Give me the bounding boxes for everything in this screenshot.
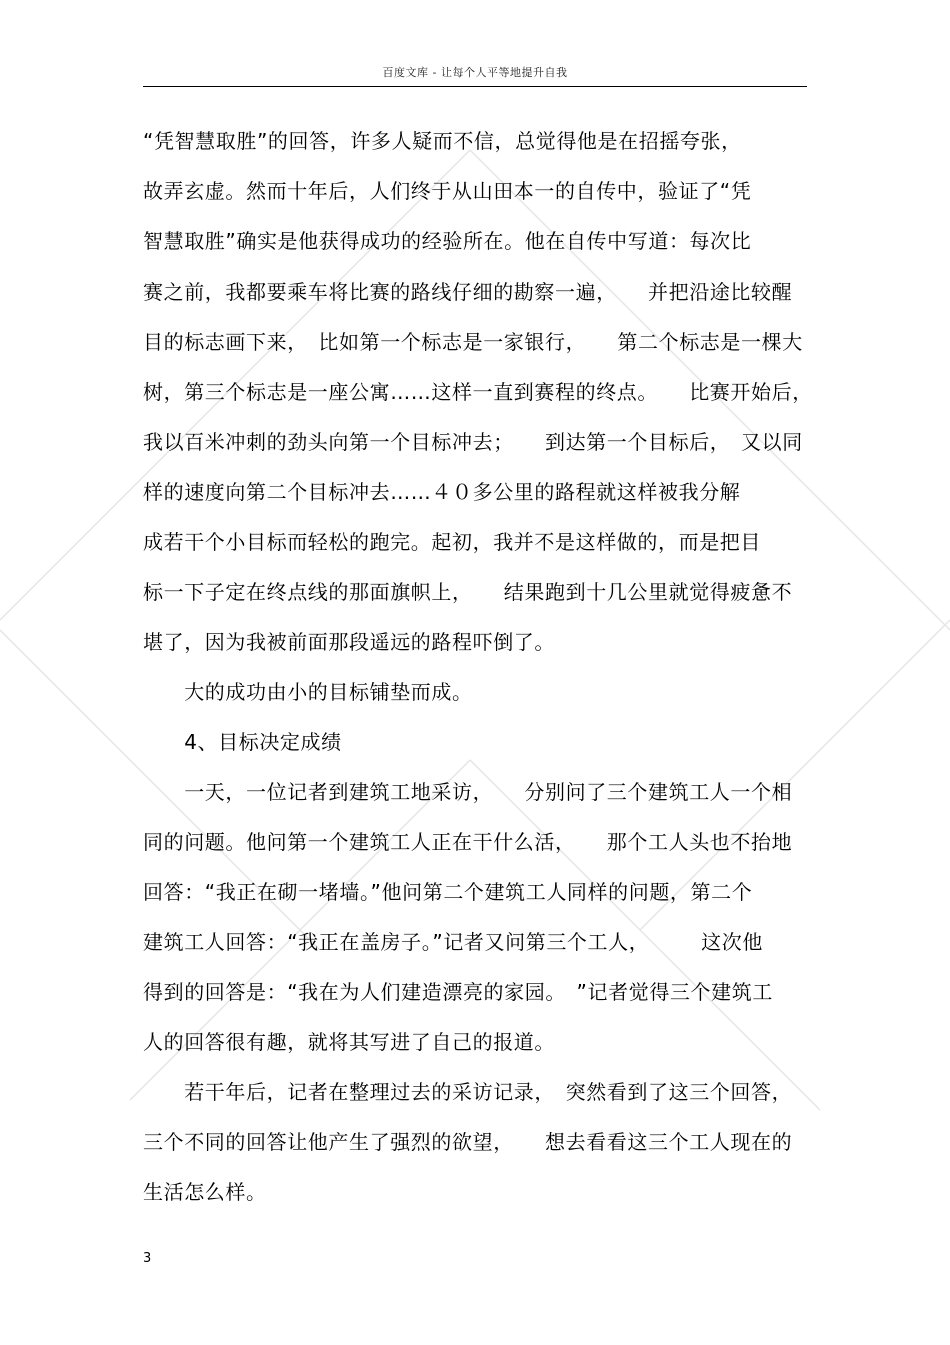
section-heading: 4、目标决定成绩 [143,730,342,754]
body-line: 堪了，因为我被前面那段遥远的路程吓倒了。 [143,630,555,654]
body-line: 故弄玄虚。然而十年后，人们终于从山田本一的自传中，验证了“凭 [143,179,752,203]
body-line: 三个不同的回答让他产生了强烈的欲望， 想去看看这三个工人现在的 [143,1130,793,1154]
page-header: 百度文库 - 让每个人平等地提升自我 [143,66,807,87]
body-line: 标一下子定在终点线的那面旗帜上， 结果跑到十几公里就觉得疲惫不 [143,580,793,604]
body-line: 智慧取胜”确实是他获得成功的经验所在。他在自传中写道：每次比 [143,229,752,253]
body-line: 目的标志画下来， 比如第一个标志是一家银行， 第二个标志是一棵大 [143,330,803,354]
page-number: 3 [143,1251,152,1266]
body-line: 我以百米冲刺的劲头向第一个目标冲去； 到达第一个目标后， 又以同 [143,430,803,454]
body-line: 一天，一位记者到建筑工地采访， 分别问了三个建筑工人一个相 [143,780,793,804]
body-line: 同的问题。他问第一个建筑工人正在干什么活， 那个工人头也不抬地 [143,830,793,854]
body-line: 得到的回答是：“我在为人们建造漂亮的家园。 ”记者觉得三个建筑工 [143,980,773,1004]
body-line: 树，第三个标志是一座公寓……这样一直到赛程的终点。 比赛开始后， [143,380,813,404]
body-line: 人的回答很有趣，就将其写进了自己的报道。 [143,1030,555,1054]
body-line: 赛之前，我都要乘车将比赛的路线仔细的勘察一遍， 并把沿途比较醒 [143,280,793,304]
body-line: “凭智慧取胜”的回答，许多人疑而不信，总觉得他是在招摇夸张， [143,129,742,153]
body-line: 回答：“我正在砌一堵墙。”他问第二个建筑工人同样的问题，第二个 [143,880,753,904]
body-line: 大的成功由小的目标铺垫而成。 [143,680,473,704]
body-line: 样的速度向第二个目标冲去……４０多公里的路程就这样被我分解 [143,480,741,504]
body-line: 建筑工人回答：“我正在盖房子。”记者又问第三个工人， 这次他 [143,930,763,954]
body-line: 若干年后，记者在整理过去的采访记录， 突然看到了这三个回答， [143,1080,793,1104]
body-line: 成若干个小目标而轻松的跑完。起初，我并不是这样做的，而是把目 [143,530,761,554]
body-line: 生活怎么样。 [143,1180,267,1204]
